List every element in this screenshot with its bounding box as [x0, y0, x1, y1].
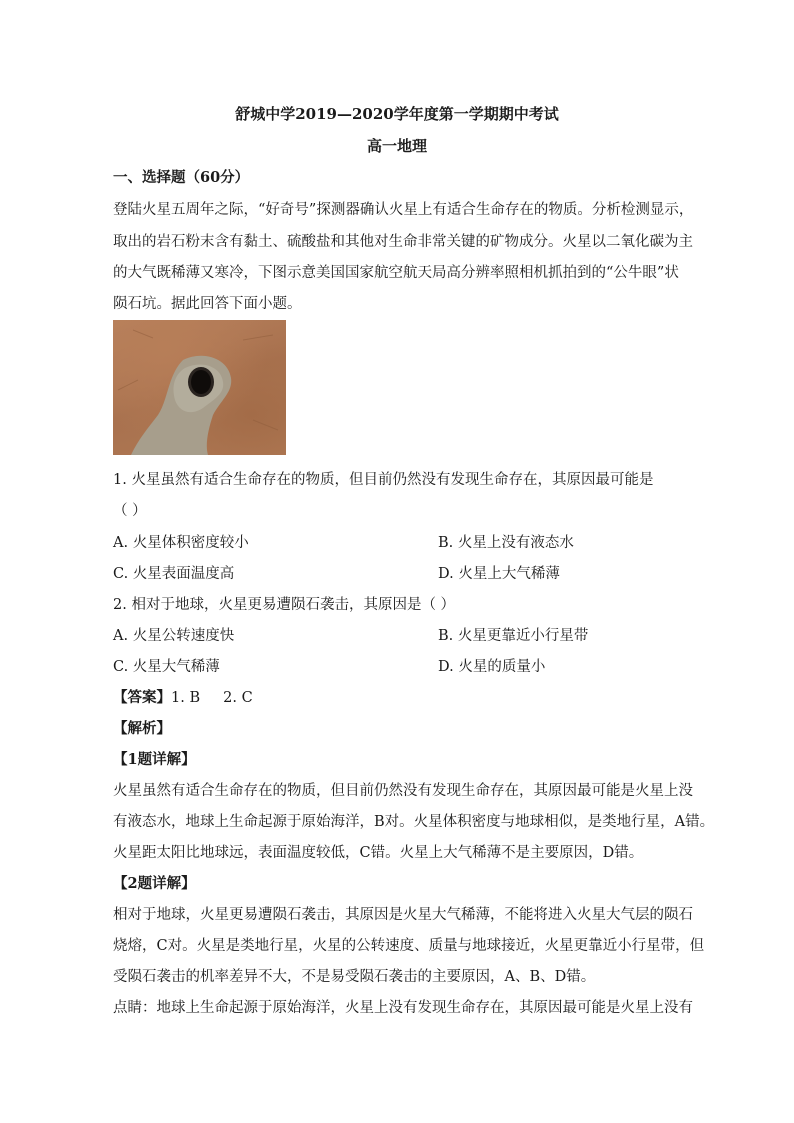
- detail-2-line: 相对于地球，火星更易遭陨石袭击，其原因是火星大气稀薄，不能将进入火星大气层的陨石: [113, 907, 693, 923]
- detail-2-line: 烧熔，C对。火星是类地行星，火星的公转速度、质量与地球接近，火星更靠近小行星带，但: [113, 938, 705, 954]
- answer-label: 【答案】: [113, 689, 171, 706]
- document-subtitle: 高一地理: [366, 137, 427, 155]
- document-title: 舒城中学2019—2020学年度第一学期期中考试: [235, 105, 559, 123]
- intro-line: 登陆火星五周年之际，“好奇号”探测器确认火星上有适合生命存在的物质。分析检测显示，: [113, 202, 694, 218]
- question-1-stem: 1. 火星虽然有适合生命存在的物质，但目前仍然没有发现生命存在，其原因最可能是: [113, 472, 654, 488]
- question-2-option-a: A. 火星公转速度快: [113, 628, 235, 644]
- crater-photo: [113, 320, 286, 455]
- answer-line: [113, 686, 253, 707]
- question-2-option-d: D. 火星的质量小: [438, 659, 546, 675]
- question-2-option-c: C. 火星大气稀薄: [113, 659, 220, 675]
- detail-1-line: 有液态水，地球上生命起源于原始海洋，B对。火星体积密度与地球相似，是类地行星，A错。: [113, 814, 715, 830]
- detail-1-line: 火星虽然有适合生命存在的物质，但目前仍然没有发现生命存在，其原因最可能是火星上没: [113, 783, 693, 799]
- question-1-option-a: A. 火星体积密度较小: [113, 535, 249, 551]
- note-line: 点睛：地球上生命起源于原始海洋，火星上没有发现生命存在，其原因最可能是火星上没有: [113, 1000, 693, 1016]
- detail-2-label: 【2题详解】: [113, 875, 196, 892]
- question-1-option-d: D. 火星上大气稀薄: [438, 566, 560, 582]
- detail-2-line: 受陨石袭击的机率差异不大，不是易受陨石袭击的主要原因，A、B、D错。: [113, 969, 596, 985]
- detail-1-label: 【1题详解】: [113, 751, 196, 768]
- answer-value: 1. B 2. C: [171, 690, 253, 706]
- section-heading: 一、选择题（60分）: [113, 169, 250, 186]
- intro-line: 陨石坑。据此回答下面小题。: [113, 296, 302, 312]
- detail-1-line: 火星距太阳比地球远，表面温度较低，C错。火星上大气稀薄不是主要原因，D错。: [113, 845, 644, 861]
- question-2-option-b: B. 火星更靠近小行星带: [438, 628, 589, 644]
- intro-line: 的大气既稀薄又寒冷，下图示意美国国家航空航天局高分辨率照相机抓拍到的“公牛眼”状: [113, 265, 679, 281]
- question-1-paren: （ ）: [113, 503, 147, 519]
- intro-line: 取出的岩石粉末含有黏土、硫酸盐和其他对生命非常关键的矿物成分。火星以二氧化碳为主: [113, 234, 693, 250]
- question-2-stem: 2. 相对于地球，火星更易遭陨石袭击，其原因是（ ）: [113, 597, 456, 613]
- question-1-option-b: B. 火星上没有液态水: [438, 535, 574, 551]
- question-1-option-c: C. 火星表面温度高: [113, 566, 235, 582]
- analysis-label: 【解析】: [113, 720, 171, 737]
